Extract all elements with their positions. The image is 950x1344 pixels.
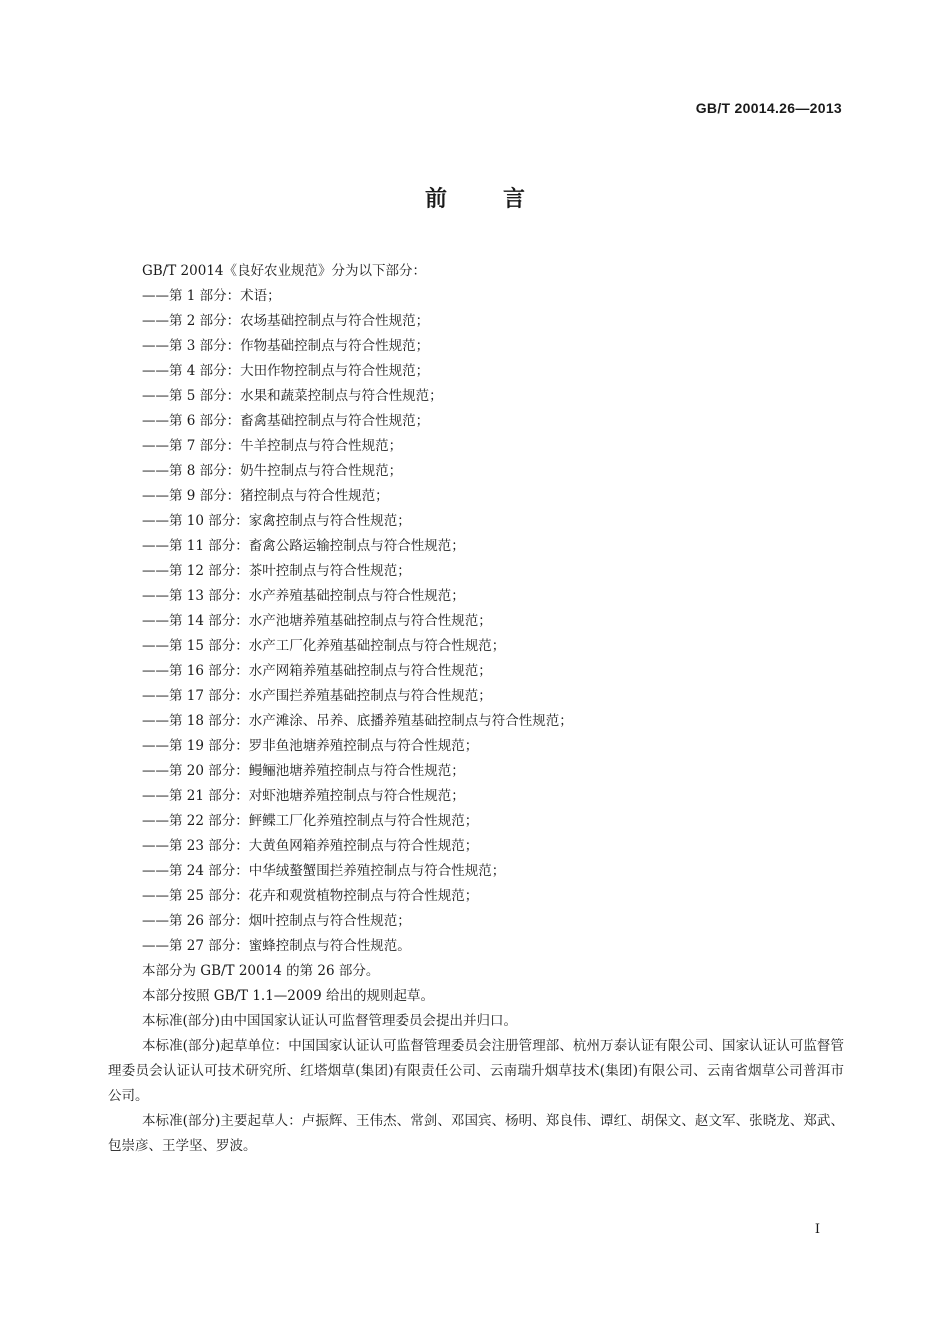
part-of-statement: 本部分为 GB/T 20014 的第 26 部分。 — [142, 963, 380, 979]
standard-code: GB/T 20014.26—2013 — [695, 100, 842, 116]
part-item: ——第 13 部分：水产养殖基础控制点与符合性规范； — [142, 588, 465, 604]
part-item: ——第 22 部分：鲆鲽工厂化养殖控制点与符合性规范； — [142, 813, 479, 829]
part-item: ——第 26 部分：烟叶控制点与符合性规范； — [142, 913, 411, 929]
part-item: ——第 1 部分：术语； — [142, 288, 281, 304]
part-item: ——第 25 部分：花卉和观赏植物控制点与符合性规范； — [142, 888, 479, 904]
drafting-units-statement: 本标准(部分)起草单位：中国国家认证认可监督管理委员会注册管理部、杭州万泰认证有限公司、国家认证认可监督管理委员会认证认可技术研究所、红塔烟草(集团)有限责任公司、云南瑞升烟草技术(集团)有限公司、云南省烟草公司普洱市公司。 — [108, 1038, 844, 1104]
part-item: ——第 2 部分：农场基础控制点与符合性规范； — [142, 313, 430, 329]
foreword-body — [108, 259, 844, 1159]
parts-list — [108, 284, 844, 959]
part-item: ——第 15 部分：水产工厂化养殖基础控制点与符合性规范； — [142, 638, 506, 654]
part-item: ——第 27 部分：蜜蜂控制点与符合性规范。 — [142, 938, 411, 954]
part-item: ——第 19 部分：罗非鱼池塘养殖控制点与符合性规范； — [142, 738, 479, 754]
part-item: ——第 20 部分：鳗鲡池塘养殖控制点与符合性规范； — [142, 763, 465, 779]
part-item: ——第 5 部分：水果和蔬菜控制点与符合性规范； — [142, 388, 443, 404]
part-item: ——第 21 部分：对虾池塘养殖控制点与符合性规范； — [142, 788, 465, 804]
part-item: ——第 23 部分：大黄鱼网箱养殖控制点与符合性规范； — [142, 838, 479, 854]
part-item: ——第 18 部分：水产滩涂、吊养、底播养殖基础控制点与符合性规范； — [142, 713, 573, 729]
part-item: ——第 7 部分：牛羊控制点与符合性规范； — [142, 438, 403, 454]
drafters-statement: 本标准(部分)主要起草人：卢振辉、王伟杰、常剑、邓国宾、杨明、郑良伟、谭红、胡保文、赵文军、张晓龙、郑武、包崇彦、王学坚、罗波。 — [108, 1113, 844, 1154]
part-item: ——第 4 部分：大田作物控制点与符合性规范； — [142, 363, 430, 379]
title-char-1: 前 — [424, 187, 447, 212]
part-item: ——第 10 部分：家禽控制点与符合性规范； — [142, 513, 411, 529]
part-item: ——第 3 部分：作物基础控制点与符合性规范； — [142, 338, 430, 354]
intro-paragraph: GB/T 20014《良好农业规范》分为以下部分： — [142, 263, 426, 279]
title-char-2: 言 — [503, 187, 526, 212]
drafting-rules-statement: 本部分按照 GB/T 1.1—2009 给出的规则起草。 — [142, 988, 434, 1004]
part-item: ——第 16 部分：水产网箱养殖基础控制点与符合性规范； — [142, 663, 492, 679]
part-item: ——第 11 部分：畜禽公路运输控制点与符合性规范； — [142, 538, 465, 554]
page-number: I — [814, 1222, 820, 1237]
part-item: ——第 17 部分：水产围拦养殖基础控制点与符合性规范； — [142, 688, 492, 704]
part-item: ——第 9 部分：猪控制点与符合性规范； — [142, 488, 389, 504]
part-item: ——第 8 部分：奶牛控制点与符合性规范； — [142, 463, 403, 479]
page-title — [0, 182, 950, 213]
part-item: ——第 14 部分：水产池塘养殖基础控制点与符合性规范； — [142, 613, 492, 629]
part-item: ——第 24 部分：中华绒螯蟹围拦养殖控制点与符合性规范； — [142, 863, 506, 879]
part-item: ——第 12 部分：茶叶控制点与符合性规范； — [142, 563, 411, 579]
proposed-by-statement: 本标准(部分)由中国国家认证认可监督管理委员会提出并归口。 — [142, 1013, 518, 1029]
part-item: ——第 6 部分：畜禽基础控制点与符合性规范； — [142, 413, 430, 429]
